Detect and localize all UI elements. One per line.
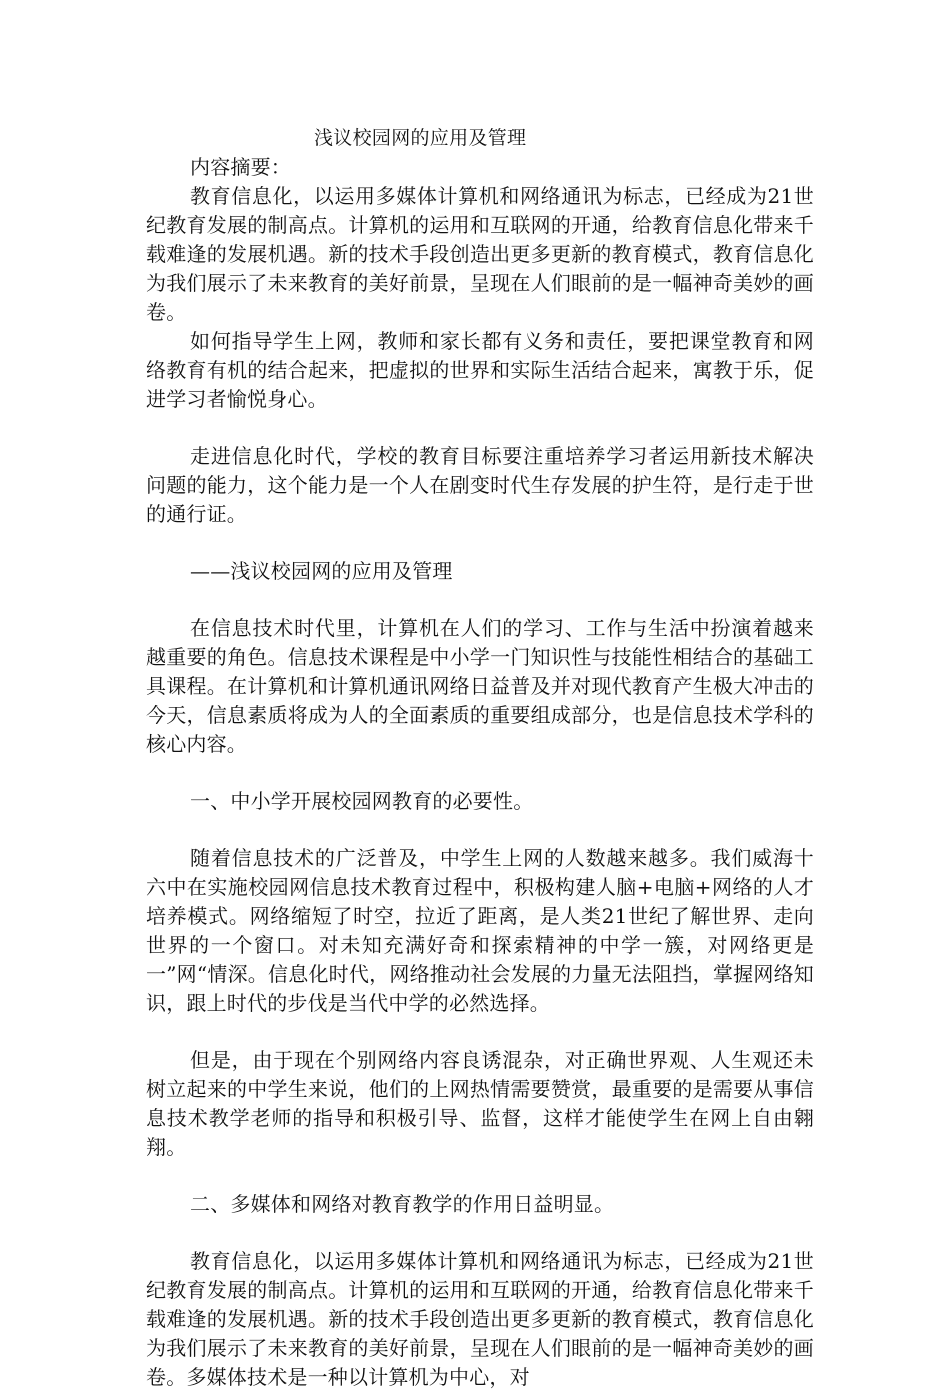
paragraph-gap xyxy=(146,816,814,844)
subtitle-line: ——浅议校园网的应用及管理 xyxy=(190,559,453,583)
document-body xyxy=(146,124,814,1392)
paragraph-gap xyxy=(146,759,814,787)
document-title: 浅议校园网的应用及管理 xyxy=(314,127,527,149)
body-paragraph-intro: 在信息技术时代里，计算机在人们的学习、工作与生活中扮演着越来越重要的角色。信息技术课程是中小学一门知识性与技能性相结合的基础工具课程。在计算机和计算机通讯网络日益普及并对现代教育产生极大冲击的今天，信息素质将成为人的全面素质的重要组成部分，也是信息技术学科的核心内容。 xyxy=(146,616,814,756)
paragraph-gap xyxy=(146,586,814,614)
paragraph-gap xyxy=(146,414,814,442)
abstract-paragraph-2: 如何指导学生上网，教师和家长都有义务和责任，要把课堂教育和网络教育有机的结合起来，把虚拟的世界和实际生活结合起来，寓教于乐，促进学习者愉悦身心。 xyxy=(146,329,814,411)
abstract-paragraph-3: 走进信息化时代，学校的教育目标要注重培养学习者运用新技术解决问题的能力，这个能力是一个人在剧变时代生存发展的护生符，是行走于世的通行证。 xyxy=(146,444,814,526)
body-paragraph-section-2a: 教育信息化，以运用多媒体计算机和网络通讯为标志，已经成为21世纪教育发展的制高点。计算机的运用和互联网的开通，给教育信息化带来千载难逢的发展机遇。新的技术手段创造出更多更新的教育模式，教育信息化为我们展示了未来教育的美好前景，呈现在人们眼前的是一幅神奇美妙的画卷。多媒体技术是一种以计算机为中心，对 xyxy=(146,1249,814,1389)
body-paragraph-section-1a: 随着信息技术的广泛普及，中学生上网的人数越来越多。我们威海十六中在实施校园网信息技术教育过程中，积极构建人脑+电脑+网络的人才培养模式。网络缩短了时空，拉近了距离，是人类21世纪了解世界、走向世界的一个窗口。对未知充满好奇和探索精神的中学一簇，对网络更是一”网“情深。信息化时代，网络推动社会发展的力量无法阻挡，掌握网络知识，跟上时代的步伐是当代中学的必然选择。 xyxy=(146,846,814,1015)
section-heading-1: 一、中小学开展校园网教育的必要性。 xyxy=(190,789,534,813)
body-paragraph-section-1b: 但是，由于现在个别网络内容良诱混杂，对正确世界观、人生观还未树立起来的中学生来说，他们的上网热情需要赞赏，最重要的是需要从事信息技术教学老师的指导和积极引导、监督，这样才能使学生在网上自由翱翔。 xyxy=(146,1048,814,1159)
paragraph-gap xyxy=(146,1219,814,1247)
section-heading-2: 二、多媒体和网络对教育教学的作用日益明显。 xyxy=(190,1192,615,1216)
abstract-paragraph-1: 教育信息化，以运用多媒体计算机和网络通讯为标志，已经成为21世纪教育发展的制高点。计算机的运用和互联网的开通，给教育信息化带来千载难逢的发展机遇。新的技术手段创造出更多更新的教育模式，教育信息化为我们展示了未来教育的美好前景，呈现在人们眼前的是一幅神奇美妙的画卷。 xyxy=(146,184,814,324)
paragraph-gap xyxy=(146,1018,814,1046)
paragraph-gap xyxy=(146,1162,814,1190)
abstract-label: 内容摘要： xyxy=(190,155,291,179)
paragraph-gap xyxy=(146,529,814,557)
